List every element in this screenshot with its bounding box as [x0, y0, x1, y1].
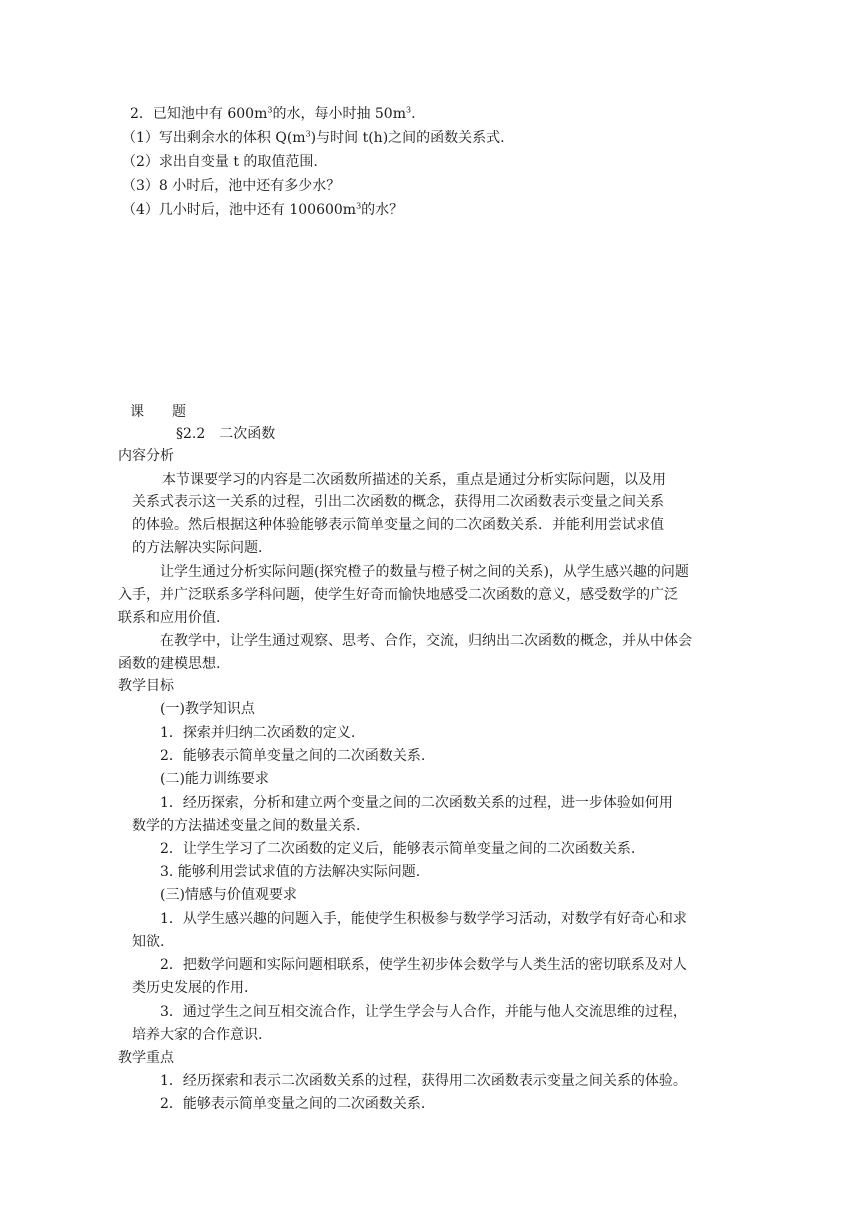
- goals-line: 1．从学生感兴趣的问题入手，能使学生积极参与数学学习活动，对数学有好奇心和求: [160, 911, 687, 927]
- analysis-heading: 内容分析: [118, 448, 174, 464]
- goals-line: 类历史发展的作用.: [132, 980, 249, 996]
- superscript-3: 3: [305, 129, 311, 139]
- analysis-line: 的体验。然后根据这种体验能够表示简单变量之间的二次函数关系．并能利用尝试求值: [132, 517, 664, 533]
- key-line: 1．经历探索和表示二次函数关系的过程，获得用二次函数表示变量之间关系的体验。: [160, 1073, 687, 1089]
- question-4: [122, 202, 403, 218]
- stem-part-3: .: [411, 106, 416, 122]
- key-heading: 教学重点: [118, 1050, 174, 1066]
- analysis-line: 的方法解决实际问题.: [132, 540, 263, 556]
- goals-line: 1．经历探索，分析和建立两个变量之间的二次函数关系的过程，进一步体验如何用: [160, 795, 673, 811]
- goals-line: 2．能够表示简单变量之间的二次函数关系.: [160, 748, 426, 764]
- stem-part-1: 2．已知池中有 600m: [130, 106, 268, 122]
- key-line: 2．能够表示简单变量之间的二次函数关系.: [160, 1096, 426, 1112]
- goals-line: 2．让学生学习了二次函数的定义后，能够表示简单变量之间的二次函数关系.: [160, 841, 636, 857]
- superscript-3: 3: [406, 105, 412, 115]
- question-4-part-1: （4）几小时后，池中还有 100600m: [122, 202, 357, 218]
- analysis-line: 本节课要学习的内容是二次函数所描述的关系，重点是通过分析实际问题，以及用: [162, 472, 666, 488]
- goals-subheading: (二)能力训练要求: [160, 771, 269, 787]
- goals-line: 数学的方法描述变量之间的数量关系.: [132, 818, 361, 834]
- analysis-line: 关系式表示这一关系的过程，引出二次函数的概念，获得用二次函数表示变量之间关系: [132, 494, 664, 510]
- goals-line: 1．探索并归纳二次函数的定义.: [160, 725, 356, 741]
- analysis-line: 在教学中，让学生通过观察、思考、合作，交流，归纳出二次函数的概念，并从中体会: [160, 633, 692, 649]
- question-1-part-1: （1）写出剩余水的体积 Q(m: [122, 130, 306, 146]
- goals-subheading: (三)情感与价值观要求: [160, 887, 297, 903]
- goals-heading: 教学目标: [118, 678, 174, 694]
- analysis-line: 入手，并广泛联系多学科问题，使学生好奇而愉快地感受二次函数的意义，感受数学的广泛: [118, 587, 678, 603]
- topic-title: §2.2 二次函数: [176, 426, 276, 442]
- topic-label: 课 题: [130, 404, 186, 420]
- question-1-part-2: )与时间 t(h)之间的函数关系式.: [310, 130, 505, 146]
- goals-line: 3．通过学生之间互相交流合作，让学生学会与人合作，并能与他人交流思维的过程，: [160, 1004, 687, 1020]
- superscript-3: 3: [356, 201, 362, 211]
- goals-subheading: (一)教学知识点: [160, 701, 255, 717]
- question-1: [122, 130, 505, 146]
- superscript-3: 3: [267, 105, 273, 115]
- goals-line: 培养大家的合作意识.: [132, 1027, 263, 1043]
- analysis-line: 函数的建模思想.: [118, 656, 221, 672]
- goals-line: 3. 能够利用尝试求值的方法解决实际问题.: [160, 864, 421, 880]
- stem-part-2: 的水，每小时抽 50m: [272, 106, 406, 122]
- goals-line: 知欲.: [132, 934, 165, 950]
- analysis-line: 让学生通过分析实际问题(探究橙子的数量与橙子树之间的关系)，从学生感兴趣的问题: [160, 564, 689, 580]
- problem-stem: [130, 106, 416, 122]
- analysis-line: 联系和应用价值.: [118, 610, 221, 626]
- question-2: （2）求出自变量 t 的取值范围.: [122, 154, 318, 170]
- question-3: （3）8 小时后，池中还有多少水？: [122, 178, 341, 194]
- question-4-part-2: 的水？: [361, 202, 404, 218]
- goals-line: 2．把数学问题和实际问题相联系，使学生初步体会数学与人类生活的密切联系及对人: [160, 957, 687, 973]
